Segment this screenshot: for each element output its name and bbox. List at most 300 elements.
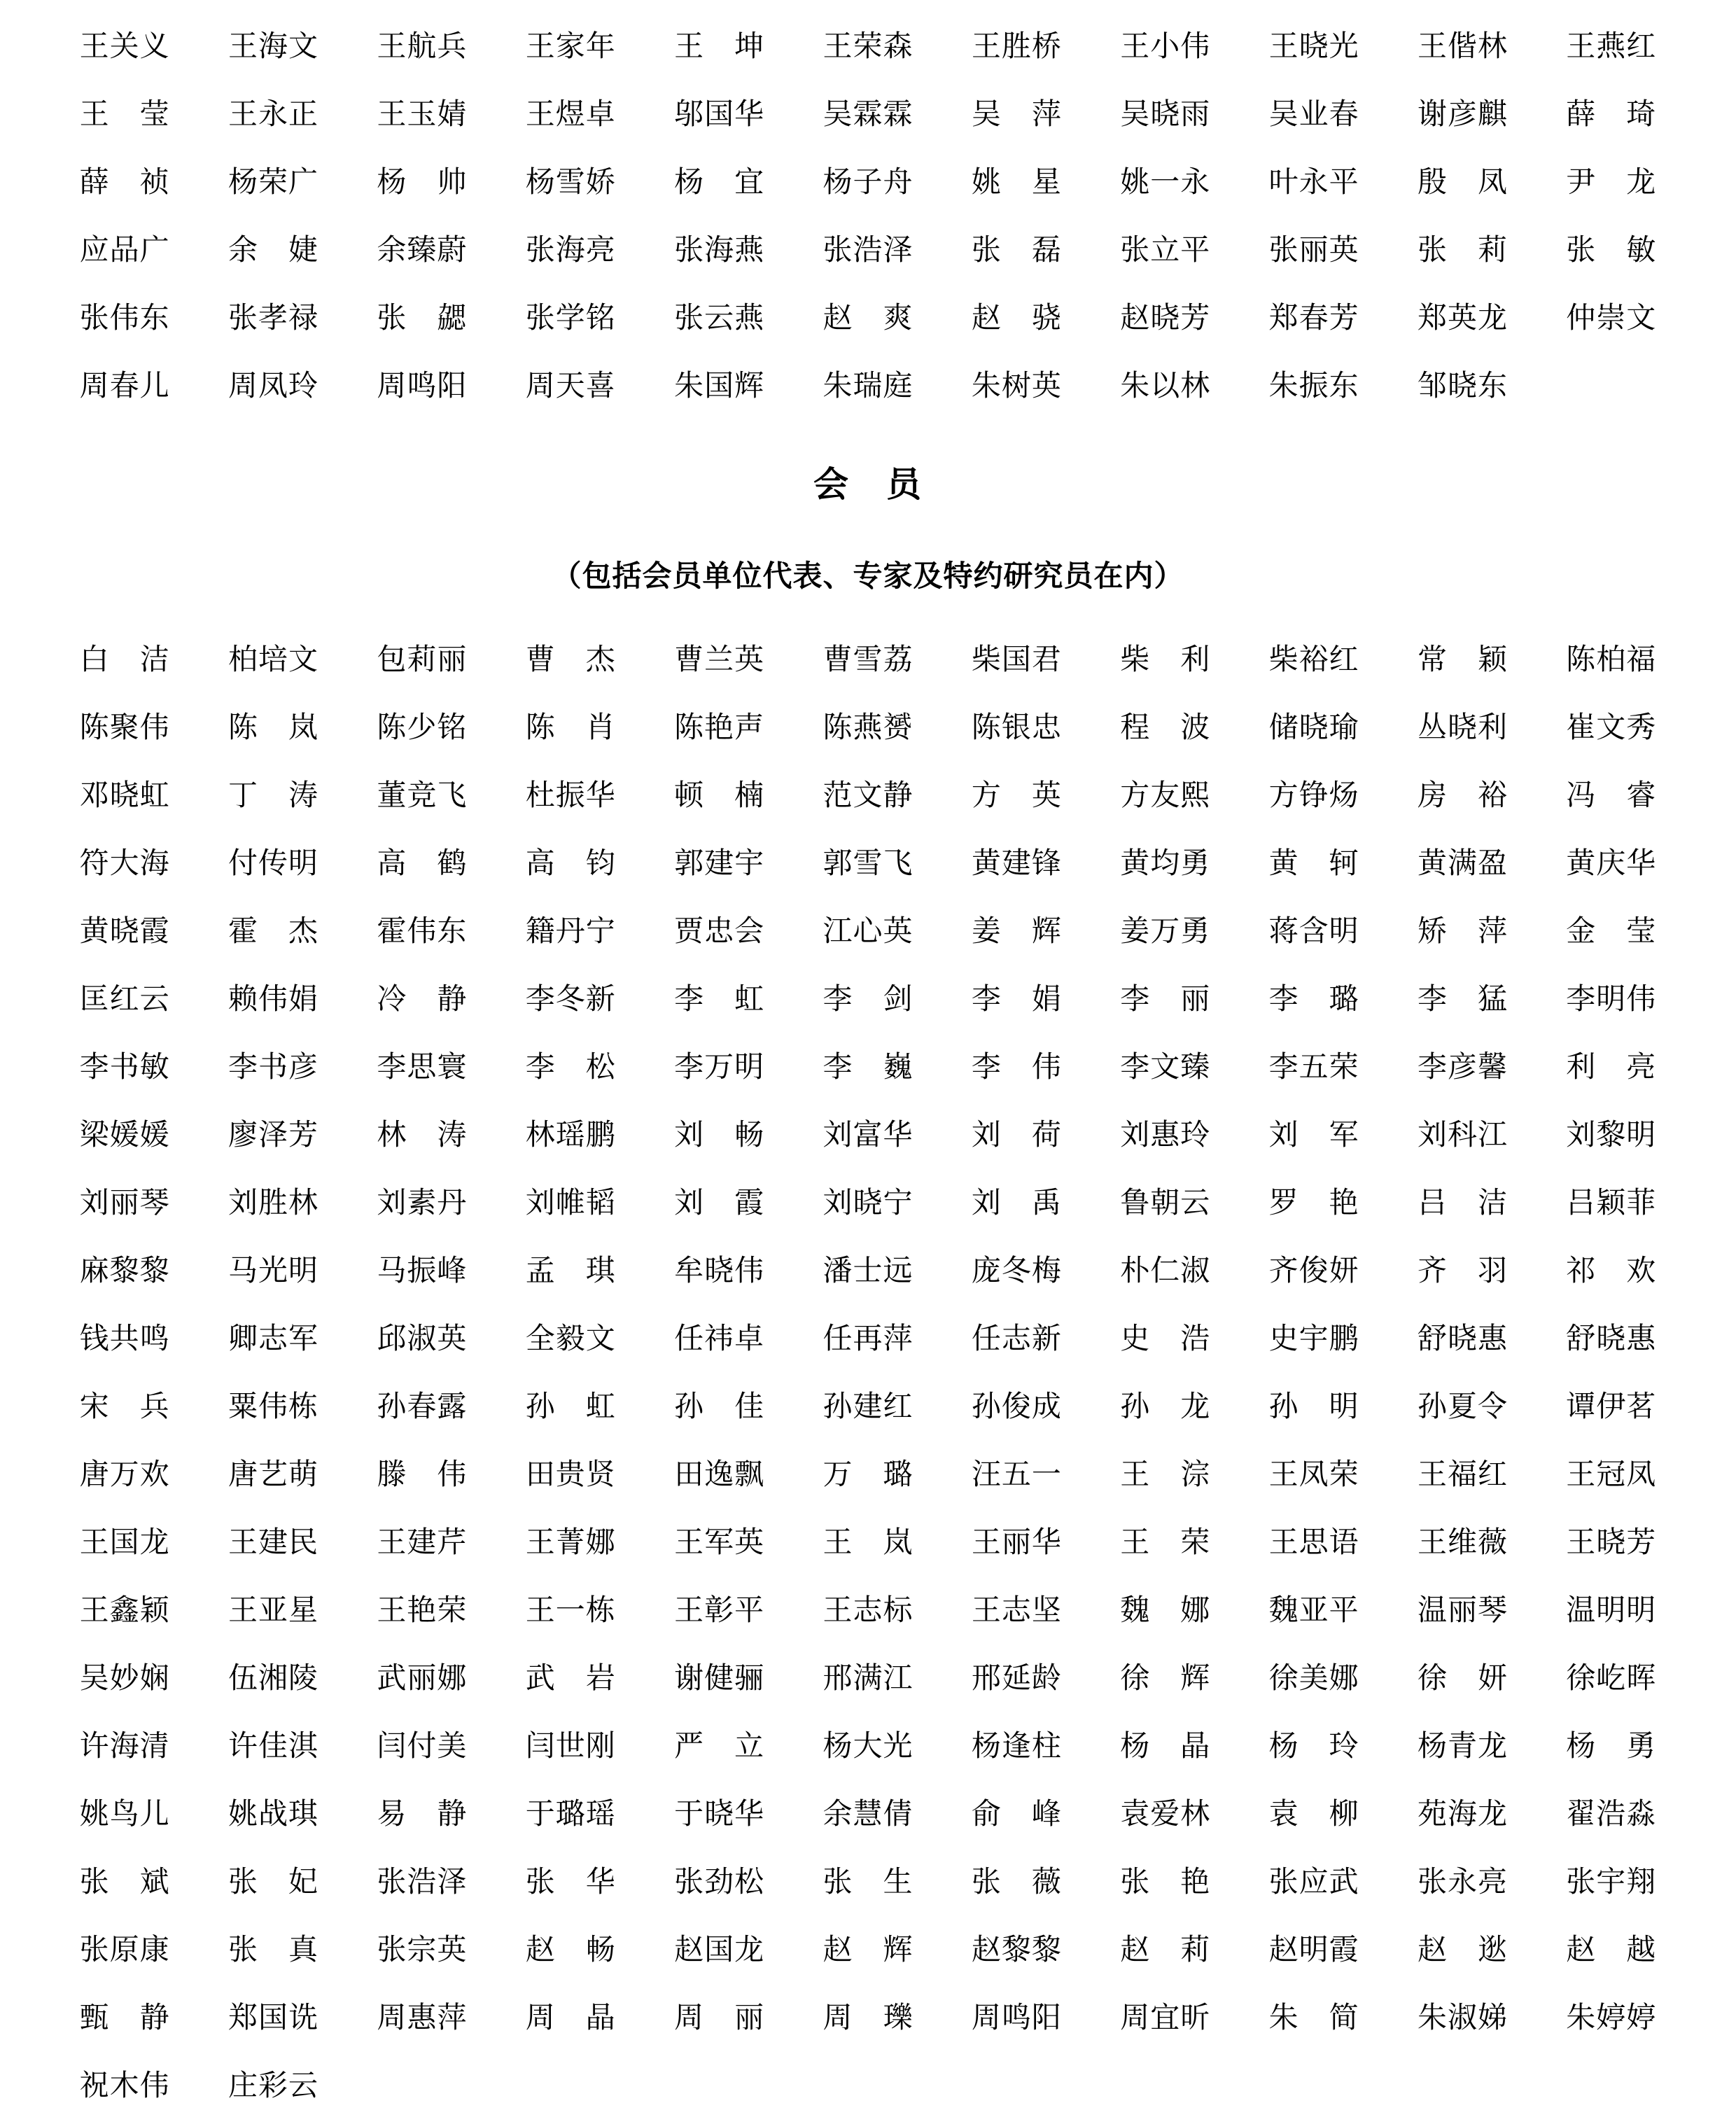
member-name: 杨逢柱	[971, 1730, 1062, 1763]
member-name: 李明伟	[1566, 983, 1657, 1016]
member-name: 周天喜	[525, 370, 616, 403]
member-name: 江心英	[822, 915, 913, 948]
member-name: 李万明	[674, 1051, 765, 1084]
name-row	[50, 10, 1686, 78]
member-name: 姜万勇	[1120, 915, 1211, 948]
member-name: 张应武	[1268, 1866, 1359, 1899]
member-name: 殷 凤	[1417, 166, 1508, 199]
name-row	[50, 78, 1686, 146]
member-name: 高 钧	[525, 847, 616, 880]
member-name: 李书敏	[79, 1051, 170, 1084]
member-name: 王鑫颖	[79, 1594, 170, 1627]
member-name: 武 岩	[525, 1662, 616, 1695]
member-name: 常 颖	[1417, 643, 1508, 676]
member-name: 王小伟	[1120, 30, 1211, 63]
member-name: 王艳荣	[377, 1594, 468, 1627]
member-name: 周鸣阳	[377, 370, 468, 403]
member-name: 闫付美	[377, 1730, 468, 1763]
member-name: 俞 峰	[971, 1798, 1062, 1831]
member-name: 王丽华	[971, 1526, 1062, 1559]
member-name: 王燕红	[1566, 30, 1657, 63]
member-name: 武丽娜	[377, 1662, 468, 1695]
member-name: 舒晓惠	[1417, 1322, 1508, 1355]
member-name: 郑国诜	[228, 2001, 319, 2034]
member-name: 方铮炀	[1268, 779, 1359, 812]
member-name: 王家年	[525, 30, 616, 63]
member-name: 陈燕赟	[822, 711, 913, 744]
member-name: 曹 杰	[525, 643, 616, 676]
member-name: 孙夏令	[1417, 1390, 1508, 1423]
member-name: 张 磊	[971, 234, 1062, 267]
member-name: 刘丽琴	[79, 1187, 170, 1220]
member-name: 王荣森	[822, 30, 913, 63]
member-name: 周 瓅	[822, 2001, 913, 2034]
member-name: 籍丹宁	[525, 915, 616, 948]
member-name: 谭伊茗	[1566, 1390, 1657, 1423]
member-name: 孙 明	[1268, 1390, 1359, 1423]
member-name: 范文静	[822, 779, 913, 812]
name-row	[50, 1302, 1686, 1370]
member-name: 朱以林	[1120, 370, 1211, 403]
member-name: 张 真	[228, 1934, 319, 1966]
member-name: 匡红云	[79, 983, 170, 1016]
member-name: 齐俊妍	[1268, 1255, 1359, 1287]
member-name: 张宗英	[377, 1934, 468, 1966]
member-name: 陈 岚	[228, 711, 319, 744]
member-name: 李 娟	[971, 983, 1062, 1016]
member-name: 王 坤	[674, 30, 765, 63]
member-name: 宋 兵	[79, 1390, 170, 1423]
member-name: 杨子舟	[822, 166, 913, 199]
member-name: 冷 静	[377, 983, 468, 1016]
member-name: 袁 柳	[1268, 1798, 1359, 1831]
member-name: 陈少铭	[377, 711, 468, 744]
member-name: 伍湘陵	[228, 1662, 319, 1695]
member-name: 杨 玲	[1268, 1730, 1359, 1763]
name-row	[50, 281, 1686, 349]
member-name: 赖伟娟	[228, 983, 319, 1016]
member-name: 薛 祯	[79, 166, 170, 199]
member-name: 王福红	[1417, 1458, 1508, 1491]
member-name: 王 淙	[1120, 1458, 1211, 1491]
member-name: 朱婷婷	[1566, 2001, 1657, 2034]
member-name: 杨雪娇	[525, 166, 616, 199]
member-name: 李冬新	[525, 983, 616, 1016]
member-name: 李彦馨	[1417, 1051, 1508, 1084]
member-name: 刘科江	[1417, 1119, 1508, 1152]
member-name: 李 丽	[1120, 983, 1211, 1016]
member-name: 应品广	[79, 234, 170, 267]
member-name: 曹兰英	[674, 643, 765, 676]
member-name: 刘帷韬	[525, 1187, 616, 1220]
member-name: 朴仁淑	[1120, 1255, 1211, 1287]
member-name: 姜 辉	[971, 915, 1062, 948]
member-name: 柴 利	[1120, 643, 1211, 676]
member-name: 陈柏福	[1566, 643, 1657, 676]
name-row	[50, 1506, 1686, 1574]
member-name: 李 璐	[1268, 983, 1359, 1016]
member-name: 霍 杰	[228, 915, 319, 948]
member-name: 董竞飞	[377, 779, 468, 812]
member-name: 张宇翔	[1566, 1866, 1657, 1899]
member-name: 任志新	[971, 1322, 1062, 1355]
member-name: 麻黎黎	[79, 1255, 170, 1287]
name-row	[50, 1981, 1686, 2049]
name-row	[50, 1098, 1686, 1166]
member-name: 史宇鹏	[1268, 1322, 1359, 1355]
member-name: 闫世刚	[525, 1730, 616, 1763]
member-name: 王晓芳	[1566, 1526, 1657, 1559]
name-row	[50, 1710, 1686, 1777]
member-name: 孙俊成	[971, 1390, 1062, 1423]
member-name: 王建芹	[377, 1526, 468, 1559]
member-name: 刘黎明	[1566, 1119, 1657, 1152]
member-name: 林 涛	[377, 1119, 468, 1152]
member-section-subtitle: （包括会员单位代表、专家及特约研究员在内）	[552, 561, 1184, 593]
member-name: 白 洁	[79, 643, 170, 676]
member-name: 温明明	[1566, 1594, 1657, 1627]
member-name: 杨大光	[822, 1730, 913, 1763]
name-row	[50, 146, 1686, 214]
member-name: 庄彩云	[228, 2069, 319, 2102]
member-name: 丛晓利	[1417, 711, 1508, 744]
member-name: 李 巍	[822, 1051, 913, 1084]
member-name: 田逸飘	[674, 1458, 765, 1491]
member-name: 周宜昕	[1120, 2001, 1211, 2034]
member-name: 柴国君	[971, 643, 1062, 676]
member-name: 王航兵	[377, 30, 468, 63]
member-name: 周鸣阳	[971, 2001, 1062, 2034]
member-name: 张 敏	[1566, 234, 1657, 267]
name-row	[50, 1845, 1686, 1913]
member-name: 王建民	[228, 1526, 319, 1559]
member-name: 张云燕	[674, 302, 765, 335]
member-name: 王思语	[1268, 1526, 1359, 1559]
member-name: 符大海	[79, 847, 170, 880]
member-name: 叶永平	[1268, 166, 1359, 199]
member-name: 全毅文	[525, 1322, 616, 1355]
member-name: 王永正	[228, 98, 319, 131]
member-name: 马光明	[228, 1255, 319, 1287]
member-name: 矫 萍	[1417, 915, 1508, 948]
member-name: 郭建宇	[674, 847, 765, 880]
name-row	[50, 827, 1686, 895]
member-name: 王亚星	[228, 1594, 319, 1627]
member-name: 朱 简	[1268, 2001, 1359, 2034]
member-name: 杨荣广	[228, 166, 319, 199]
member-name: 王冠凤	[1566, 1458, 1657, 1491]
member-name: 温丽琴	[1417, 1594, 1508, 1627]
member-name: 谢健骊	[674, 1662, 765, 1695]
member-name: 赵国龙	[674, 1934, 765, 1966]
member-name: 任祎卓	[674, 1322, 765, 1355]
member-name: 李文臻	[1120, 1051, 1211, 1084]
member-name: 张孝禄	[228, 302, 319, 335]
member-section-title: 会 员	[813, 465, 923, 504]
member-name: 易 静	[377, 1798, 468, 1831]
member-name: 方友熙	[1120, 779, 1211, 812]
member-name: 陈银忠	[971, 711, 1062, 744]
member-name: 史 浩	[1120, 1322, 1211, 1355]
name-row	[50, 895, 1686, 963]
member-name: 徐 妍	[1417, 1662, 1508, 1695]
member-name: 张 斌	[79, 1866, 170, 1899]
member-name: 姚鸟儿	[79, 1798, 170, 1831]
member-name: 张 薇	[971, 1866, 1062, 1899]
member-name: 严 立	[674, 1730, 765, 1763]
member-name: 付传明	[228, 847, 319, 880]
member-name: 房 裕	[1417, 779, 1508, 812]
member-name: 余臻蔚	[377, 234, 468, 267]
member-name: 张 妃	[228, 1866, 319, 1899]
member-name: 仲崇文	[1566, 302, 1657, 335]
member-name: 吴业春	[1268, 98, 1359, 131]
member-name: 高 鹤	[377, 847, 468, 880]
member-name: 杨 帅	[377, 166, 468, 199]
member-name: 丁 涛	[228, 779, 319, 812]
member-name: 郑英龙	[1417, 302, 1508, 335]
member-name: 许佳淇	[228, 1730, 319, 1763]
name-row	[50, 1438, 1686, 1506]
member-name: 邓晓虹	[79, 779, 170, 812]
member-name: 王一栋	[525, 1594, 616, 1627]
member-name: 孟 琪	[525, 1255, 616, 1287]
name-row	[50, 759, 1686, 827]
member-name: 张海燕	[674, 234, 765, 267]
member-name: 张伟东	[79, 302, 170, 335]
member-name: 赵 逖	[1417, 1934, 1508, 1966]
member-name: 杨青龙	[1417, 1730, 1508, 1763]
member-name: 柴裕红	[1268, 643, 1359, 676]
member-name: 王海文	[228, 30, 319, 63]
member-name: 陈艳声	[674, 711, 765, 744]
member-name: 祁 欢	[1566, 1255, 1657, 1287]
member-name: 朱振东	[1268, 370, 1359, 403]
member-name: 蒋含明	[1268, 915, 1359, 948]
name-row	[50, 1777, 1686, 1845]
member-name: 庞冬梅	[971, 1255, 1062, 1287]
member-name: 利 亮	[1566, 1051, 1657, 1084]
member-name: 杨 勇	[1566, 1730, 1657, 1763]
member-name: 祝木伟	[79, 2069, 170, 2102]
member-name: 刘胜林	[228, 1187, 319, 1220]
member-name: 孙 虹	[525, 1390, 616, 1423]
member-name: 唐万欢	[79, 1458, 170, 1491]
member-name: 黄庆华	[1566, 847, 1657, 880]
member-name: 孙 佳	[674, 1390, 765, 1423]
member-name: 潘士远	[822, 1255, 913, 1287]
member-name: 陈聚伟	[79, 711, 170, 744]
member-name: 冯 睿	[1566, 779, 1657, 812]
member-name: 吴 萍	[971, 98, 1062, 131]
member-name: 周春儿	[79, 370, 170, 403]
member-name: 王偕林	[1417, 30, 1508, 63]
member-name: 刘晓宁	[822, 1187, 913, 1220]
member-name: 张 华	[525, 1866, 616, 1899]
member-name: 包莉丽	[377, 643, 468, 676]
member-name: 黄满盈	[1417, 847, 1508, 880]
member-name: 吕 洁	[1417, 1187, 1508, 1220]
member-name: 李 猛	[1417, 983, 1508, 1016]
member-name: 霍伟东	[377, 915, 468, 948]
member-name: 梁媛媛	[79, 1119, 170, 1152]
member-name: 姚 星	[971, 166, 1062, 199]
member-name: 程 波	[1120, 711, 1211, 744]
member-name: 赵 辉	[822, 1934, 913, 1966]
member-name: 陈 肖	[525, 711, 616, 744]
member-name: 李思寰	[377, 1051, 468, 1084]
member-name: 刘 畅	[674, 1119, 765, 1152]
member-name-list	[0, 623, 1736, 2117]
member-name: 任再萍	[822, 1322, 913, 1355]
member-name: 张劲松	[674, 1866, 765, 1899]
member-name: 张 勰	[377, 302, 468, 335]
member-name: 曹雪荔	[822, 643, 913, 676]
member-name: 齐 羽	[1417, 1255, 1508, 1287]
member-name: 王玉婧	[377, 98, 468, 131]
member-name: 魏亚平	[1268, 1594, 1359, 1627]
member-name: 周惠萍	[377, 2001, 468, 2034]
member-name: 张浩泽	[377, 1866, 468, 1899]
member-name: 舒晓惠	[1566, 1322, 1657, 1355]
member-name: 卿志军	[228, 1322, 319, 1355]
member-name: 朱瑞庭	[822, 370, 913, 403]
member-name: 吴妙娴	[79, 1662, 170, 1695]
member-name: 张原康	[79, 1934, 170, 1966]
member-name: 杨 宜	[674, 166, 765, 199]
member-name: 王 莹	[79, 98, 170, 131]
member-name: 周 丽	[674, 2001, 765, 2034]
member-name: 翟浩淼	[1566, 1798, 1657, 1831]
member-name: 郑春芳	[1268, 302, 1359, 335]
name-row	[50, 214, 1686, 281]
member-name: 林瑶鹏	[525, 1119, 616, 1152]
member-name: 李五荣	[1268, 1051, 1359, 1084]
member-name: 顿 楠	[674, 779, 765, 812]
member-name: 刘 禹	[971, 1187, 1062, 1220]
member-name: 王胜桥	[971, 30, 1062, 63]
member-name: 甄 静	[79, 2001, 170, 2034]
member-name: 王军英	[674, 1526, 765, 1559]
member-name: 周凤玲	[228, 370, 319, 403]
member-name: 刘 军	[1268, 1119, 1359, 1152]
member-name: 刘 荷	[971, 1119, 1062, 1152]
member-name: 邱淑英	[377, 1322, 468, 1355]
name-row	[50, 2049, 1686, 2117]
member-name: 王志坚	[971, 1594, 1062, 1627]
member-name: 郭雪飞	[822, 847, 913, 880]
member-name: 崔文秀	[1566, 711, 1657, 744]
member-name: 孙 龙	[1120, 1390, 1211, 1423]
name-row	[50, 1166, 1686, 1234]
member-name: 吕颖菲	[1566, 1187, 1657, 1220]
member-name: 张立平	[1120, 234, 1211, 267]
member-name: 张 生	[822, 1866, 913, 1899]
member-name: 王关义	[79, 30, 170, 63]
member-name: 姚一永	[1120, 166, 1211, 199]
member-name: 刘素丹	[377, 1187, 468, 1220]
member-name: 王晓光	[1268, 30, 1359, 63]
member-name: 邢满江	[822, 1662, 913, 1695]
member-name: 孙建红	[822, 1390, 913, 1423]
member-name: 刘惠玲	[1120, 1119, 1211, 1152]
member-name: 姚战琪	[228, 1798, 319, 1831]
member-name: 赵明霞	[1268, 1934, 1359, 1966]
member-name: 王凤荣	[1268, 1458, 1359, 1491]
member-name: 李 松	[525, 1051, 616, 1084]
member-name: 唐艺萌	[228, 1458, 319, 1491]
top-name-list	[0, 10, 1736, 417]
member-name: 朱淑娣	[1417, 2001, 1508, 2034]
member-name: 王国龙	[79, 1526, 170, 1559]
member-name: 谢彦麒	[1417, 98, 1508, 131]
name-row	[50, 1030, 1686, 1098]
member-name: 钱共鸣	[79, 1322, 170, 1355]
member-name: 王煜卓	[525, 98, 616, 131]
member-name: 贾忠会	[674, 915, 765, 948]
name-row	[50, 1234, 1686, 1302]
member-name: 张 艳	[1120, 1866, 1211, 1899]
name-row	[50, 1370, 1686, 1438]
member-name: 余 婕	[228, 234, 319, 267]
member-name: 储晓瑜	[1268, 711, 1359, 744]
member-name: 王彰平	[674, 1594, 765, 1627]
member-name: 袁爱林	[1120, 1798, 1211, 1831]
member-name: 王 荣	[1120, 1526, 1211, 1559]
member-name: 张海亮	[525, 234, 616, 267]
member-name: 赵 越	[1566, 1934, 1657, 1966]
member-name: 张学铭	[525, 302, 616, 335]
member-name: 许海清	[79, 1730, 170, 1763]
member-name: 周 晶	[525, 2001, 616, 2034]
member-name: 李 伟	[971, 1051, 1062, 1084]
member-name: 金 莹	[1566, 915, 1657, 948]
member-name: 李 剑	[822, 983, 913, 1016]
member-name: 方 英	[971, 779, 1062, 812]
member-name: 张 莉	[1417, 234, 1508, 267]
member-name: 刘富华	[822, 1119, 913, 1152]
member-name: 孙春露	[377, 1390, 468, 1423]
member-name: 牟晓伟	[674, 1255, 765, 1287]
member-name: 张丽英	[1268, 234, 1359, 267]
member-name: 余慧倩	[822, 1798, 913, 1831]
member-name: 苑海龙	[1417, 1798, 1508, 1831]
member-name: 杨 晶	[1120, 1730, 1211, 1763]
member-name: 李 虹	[674, 983, 765, 1016]
member-name: 罗 艳	[1268, 1187, 1359, 1220]
member-name: 吴晓雨	[1120, 98, 1211, 131]
member-name: 王 岚	[822, 1526, 913, 1559]
member-name: 万 璐	[822, 1458, 913, 1491]
name-row	[50, 963, 1686, 1030]
member-name: 赵黎黎	[971, 1934, 1062, 1966]
member-name: 邢延龄	[971, 1662, 1062, 1695]
member-name: 刘 霞	[674, 1187, 765, 1220]
member-name: 黄建锋	[971, 847, 1062, 880]
member-name: 朱国辉	[674, 370, 765, 403]
member-name: 赵 骁	[971, 302, 1062, 335]
member-name: 王志标	[822, 1594, 913, 1627]
member-name: 于晓华	[674, 1798, 765, 1831]
member-name: 田贵贤	[525, 1458, 616, 1491]
member-name: 张永亮	[1417, 1866, 1508, 1899]
member-name: 吴霖霖	[822, 98, 913, 131]
member-name: 马振峰	[377, 1255, 468, 1287]
member-name: 黄均勇	[1120, 847, 1211, 880]
member-name: 粟伟栋	[228, 1390, 319, 1423]
member-name: 张浩泽	[822, 234, 913, 267]
member-name: 魏 娜	[1120, 1594, 1211, 1627]
